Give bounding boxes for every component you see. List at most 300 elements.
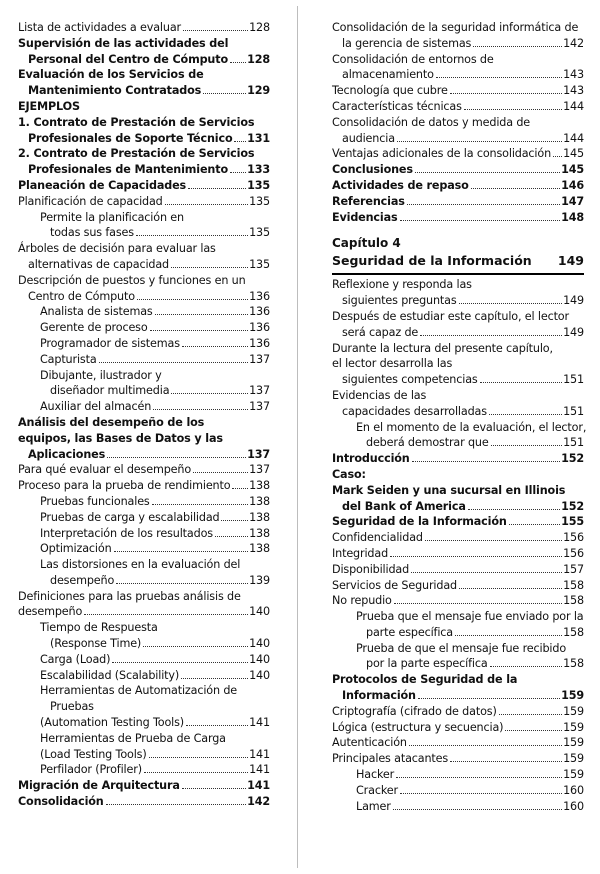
- leader-dots: [221, 520, 248, 521]
- toc-page-number: 141: [249, 716, 270, 730]
- leader-dots: [144, 772, 248, 773]
- toc-page-number: 160: [563, 799, 584, 813]
- leader-dots: [136, 235, 248, 236]
- toc-entry[interactable]: [18, 762, 270, 778]
- toc-entry-line: [18, 478, 270, 494]
- toc-page-number: 144: [563, 131, 584, 145]
- toc-entry-line: [332, 704, 584, 720]
- toc-entry-lead: Durante la lectura del presente capítulo,: [332, 341, 553, 355]
- toc-entry-title: Actividades de repaso: [332, 178, 469, 192]
- toc-entry-title: Mantenimiento Contratados: [28, 84, 202, 98]
- toc-heading: [18, 99, 270, 115]
- toc-entry-lead: Consolidación de entornos de: [332, 52, 494, 66]
- toc-entry[interactable]: [332, 767, 584, 783]
- toc-entry-title: Disponibilidad: [332, 562, 410, 576]
- toc-entry[interactable]: [332, 641, 584, 673]
- toc-entry-title: Profesionales de Soporte Técnico: [28, 131, 233, 145]
- toc-entry-line: [332, 451, 584, 467]
- toc-entry-line: [332, 514, 584, 530]
- toc-entry-line: [40, 762, 270, 778]
- toc-entry-line: [18, 194, 270, 210]
- toc-entry[interactable]: [18, 541, 270, 557]
- toc-entry-title: Ventajas adicionales de la consolidación: [332, 147, 552, 161]
- toc-entry[interactable]: [332, 194, 584, 210]
- toc-entry-line: [332, 751, 584, 767]
- toc-entry-lead: Consolidación de la seguridad informática de: [332, 21, 579, 34]
- toc-entry-line: [332, 404, 584, 420]
- toc-entry-title: deberá demostrar que: [366, 436, 489, 450]
- leader-dots: [505, 730, 562, 731]
- toc-page-number: 133: [247, 163, 270, 177]
- toc-page-number: 145: [561, 163, 584, 177]
- toc-entry-title: Optimización: [40, 542, 112, 556]
- toc-entry-line: [332, 578, 584, 594]
- toc-entry[interactable]: [332, 483, 584, 515]
- toc-entry-lead: 1. Contrato de Prestación de Servicios: [18, 115, 255, 129]
- toc-entry[interactable]: [18, 415, 270, 462]
- toc-entry-title: Auxiliar del almacén: [40, 400, 152, 414]
- leader-dots: [186, 725, 248, 726]
- toc-entry-title: desempeño: [18, 605, 83, 619]
- toc-entry[interactable]: [18, 399, 270, 415]
- toc-page-number: 138: [249, 542, 270, 556]
- toc-entry-title: Consolidación: [18, 795, 104, 809]
- toc-entry-line: [332, 178, 584, 194]
- toc-entry-title: parte específica: [366, 625, 453, 639]
- leader-dots: [106, 804, 246, 805]
- toc-entry-title: Criptografía (cifrado de datos): [332, 704, 497, 718]
- leader-dots: [390, 556, 562, 557]
- toc-entry[interactable]: [332, 162, 584, 178]
- toc-entry-title: (Automation Testing Tools): [40, 716, 184, 730]
- toc-entry[interactable]: [18, 146, 270, 178]
- toc-page-number: 149: [563, 325, 584, 339]
- column-divider: [297, 6, 298, 868]
- toc-entry-lead: Herramientas de Prueba de Carga: [40, 731, 226, 745]
- toc-entry-line: [18, 52, 270, 68]
- toc-entry-title: Profesionales de Mantenimiento: [28, 163, 228, 177]
- toc-page-number: 140: [249, 605, 270, 619]
- toc-entry-line: [18, 778, 270, 794]
- toc-page-number: 159: [561, 689, 584, 703]
- toc-entry-line: [40, 320, 270, 336]
- toc-entry-line: [332, 194, 584, 210]
- toc-entry-line: [40, 526, 270, 542]
- toc-page-number: 136: [249, 305, 270, 319]
- toc-page-number: 159: [563, 704, 584, 718]
- toc-entry-line: [40, 399, 270, 415]
- toc-entry-title: Confidencialidad: [332, 531, 423, 545]
- toc-entry-lead: Consolidación de datos y medida de: [332, 115, 531, 129]
- toc-entry-line: [356, 783, 584, 799]
- toc-entry[interactable]: [332, 672, 584, 704]
- toc-entry[interactable]: [332, 562, 584, 578]
- toc-entry-title: Principales atacantes: [332, 752, 449, 766]
- toc-page-number: 159: [563, 752, 584, 766]
- toc-page-number: 136: [249, 336, 270, 350]
- toc-entry-line: [18, 83, 270, 99]
- toc-entry[interactable]: [332, 451, 584, 467]
- toc-entry[interactable]: [332, 593, 584, 609]
- toc-entry[interactable]: [18, 194, 270, 210]
- leader-dots: [183, 30, 248, 31]
- leader-dots: [553, 156, 562, 157]
- leader-dots: [412, 461, 560, 462]
- toc-entry-line: [40, 304, 270, 320]
- toc-entry-line: [40, 383, 270, 399]
- toc-page-number: 145: [563, 147, 584, 161]
- leader-dots: [425, 540, 562, 541]
- leader-dots: [137, 299, 248, 300]
- toc-entry-line: [40, 715, 270, 731]
- toc-entry-line: [332, 372, 584, 388]
- toc-entry-line: [356, 767, 584, 783]
- toc-page-number: 131: [247, 131, 270, 145]
- toc-entry-line: [40, 636, 270, 652]
- toc-heading: [332, 467, 584, 483]
- toc-entry[interactable]: [18, 462, 270, 478]
- toc-page-number: 159: [563, 768, 584, 782]
- toc-page-number: 158: [563, 657, 584, 671]
- toc-entry[interactable]: [18, 731, 270, 763]
- toc-entry-lead: Descripción de puestos y funciones en un: [18, 273, 246, 287]
- toc-entry-line: [356, 625, 584, 641]
- toc-entry-title: (Response Time): [50, 637, 142, 651]
- toc-entry-line: [332, 593, 584, 609]
- toc-entry[interactable]: [332, 530, 584, 546]
- leader-dots: [459, 303, 563, 304]
- toc-page-number: 137: [247, 447, 270, 461]
- toc-entry[interactable]: [332, 735, 584, 751]
- toc-entry-lead: Después de estudiar este capítulo, el lector: [332, 309, 569, 323]
- leader-dots: [155, 314, 248, 315]
- toc-entry[interactable]: [332, 546, 584, 562]
- toc-entry-title: Planeación de Capacidades: [18, 178, 187, 192]
- toc-entry-lead: Dibujante, ilustrador y: [40, 368, 162, 382]
- toc-entry-line: [332, 688, 584, 704]
- toc-entry[interactable]: [18, 336, 270, 352]
- toc-entry-title: todas sus fases: [50, 226, 134, 240]
- toc-entry[interactable]: [18, 557, 270, 589]
- toc-entry-lead: Las distorsiones en la evaluación del: [40, 558, 241, 572]
- toc-entry-title: Personal del Centro de Cómputo: [28, 52, 228, 66]
- toc-entry[interactable]: [18, 368, 270, 400]
- toc-page-number: 141: [249, 747, 270, 761]
- toc-page-number: 137: [249, 400, 270, 414]
- toc-page-number: 136: [249, 289, 270, 303]
- toc-right-column: [332, 20, 587, 814]
- leader-dots: [394, 603, 562, 604]
- leader-dots: [182, 346, 248, 347]
- toc-entry-line: [332, 546, 584, 562]
- toc-page-number: 138: [249, 494, 270, 508]
- toc-page-number: 152: [561, 452, 584, 466]
- toc-page-number: 159: [563, 720, 584, 734]
- leader-dots: [232, 488, 248, 489]
- toc-entry[interactable]: [18, 478, 270, 494]
- toc-entry-title: Tecnología que cubre: [332, 84, 448, 98]
- toc-page-number: 135: [249, 226, 270, 240]
- toc-page-number: 156: [563, 546, 584, 560]
- toc-entry[interactable]: [332, 704, 584, 720]
- toc-page-number: 147: [561, 194, 584, 208]
- toc-entry-line: [40, 510, 270, 526]
- leader-dots: [397, 141, 562, 142]
- toc-page-number: 142: [247, 795, 270, 809]
- leader-dots: [436, 77, 562, 78]
- chapter-page: 149: [557, 253, 584, 269]
- toc-entry[interactable]: [332, 341, 584, 388]
- toc-page-number: 142: [563, 36, 584, 50]
- toc-entry-lead: Mark Seiden y una sucursal en Illinois: [332, 483, 566, 497]
- toc-entry-title: Conclusiones: [332, 163, 413, 177]
- leader-dots: [230, 62, 246, 63]
- leader-dots: [203, 93, 246, 94]
- toc-entry-title: Lista de actividades a evaluar: [18, 21, 181, 34]
- toc-entry-title: Evidencias: [332, 210, 398, 224]
- toc-page-number: 158: [563, 594, 584, 608]
- toc-entry[interactable]: [18, 241, 270, 273]
- leader-dots: [396, 777, 562, 778]
- toc-page-number: 159: [563, 736, 584, 750]
- leader-dots: [509, 524, 560, 525]
- toc-entry[interactable]: [332, 146, 584, 162]
- toc-entry-title: Seguridad de la Información: [332, 515, 507, 529]
- toc-entry[interactable]: [332, 83, 584, 99]
- toc-entry-lead: Reflexione y responda las: [332, 278, 472, 292]
- toc-entry-line: [332, 530, 584, 546]
- toc-entry[interactable]: [18, 494, 270, 510]
- leader-dots: [107, 457, 246, 458]
- toc-entry[interactable]: [332, 420, 587, 452]
- toc-entry-title: No repudio: [332, 594, 392, 608]
- toc-page-number: 158: [563, 578, 584, 592]
- toc-entry[interactable]: [332, 751, 584, 767]
- toc-entry-title: Autenticación: [332, 736, 407, 750]
- toc-entry-line: [332, 67, 584, 83]
- toc-entry-line: [332, 735, 584, 751]
- toc-entry-line: [332, 210, 584, 226]
- toc-entry-title: Servicios de Seguridad: [332, 578, 457, 592]
- toc-entry-title: Interpretación de los resultados: [40, 526, 213, 540]
- toc-entry[interactable]: [332, 720, 584, 736]
- toc-entry-title: Lamer: [356, 799, 391, 813]
- toc-entry-line: [332, 293, 584, 309]
- leader-dots: [215, 536, 248, 537]
- leader-dots: [459, 588, 562, 589]
- toc-entry-line: [18, 794, 270, 810]
- toc-entry-title: diseñador multimedia: [50, 384, 170, 398]
- toc-page-number: 138: [249, 479, 270, 493]
- toc-page-number: 156: [563, 531, 584, 545]
- toc-entry-lead: Evaluación de los Servicios de: [18, 68, 204, 82]
- leader-dots: [234, 141, 246, 142]
- toc-entry-title: Escalabilidad (Scalability): [40, 668, 180, 682]
- toc-entry-title: Para qué evaluar el desempeño: [18, 463, 192, 477]
- toc-entry[interactable]: [18, 668, 270, 684]
- toc-entry-lead: Pruebas: [50, 700, 94, 714]
- toc-entry[interactable]: [18, 320, 270, 336]
- toc-entry-title: Planificación de capacidad: [18, 194, 163, 208]
- toc-entry-line: [332, 325, 584, 341]
- toc-page-number: 135: [249, 194, 270, 208]
- toc-entry-title: Migración de Arquitectura: [18, 779, 180, 793]
- toc-entry-title: audiencia: [342, 131, 395, 145]
- toc-page-number: 135: [247, 178, 270, 192]
- leader-dots: [418, 698, 560, 699]
- toc-entry[interactable]: [18, 683, 270, 730]
- toc-entry-lead: Permite la planificación en: [40, 210, 184, 224]
- toc-page-number: 151: [563, 404, 584, 418]
- toc-entry-title: (Load Testing Tools): [40, 747, 147, 761]
- toc-entry[interactable]: [332, 210, 584, 226]
- toc-entry-title: Centro de Cómputo: [28, 289, 135, 303]
- toc-page-number: 138: [249, 526, 270, 540]
- toc-page-number: 160: [563, 783, 584, 797]
- toc-entry-lead: Protocolos de Seguridad de la: [332, 673, 518, 687]
- toc-entry[interactable]: [332, 388, 584, 420]
- toc-page-number: 137: [249, 352, 270, 366]
- toc-entry[interactable]: [18, 794, 270, 810]
- leader-dots: [400, 793, 562, 794]
- toc-entry-line: [332, 720, 584, 736]
- leader-dots: [112, 662, 248, 663]
- toc-entry-title: Carga (Load): [40, 652, 111, 666]
- leader-dots: [409, 745, 562, 746]
- toc-entry[interactable]: [332, 115, 584, 147]
- toc-entry[interactable]: [18, 115, 270, 147]
- toc-entry-lead: Supervisión de las actividades del: [18, 36, 229, 50]
- leader-dots: [150, 330, 249, 331]
- toc-entry[interactable]: [332, 578, 584, 594]
- toc-entry-line: [40, 541, 270, 557]
- toc-page-number: 141: [249, 763, 270, 777]
- toc-entry[interactable]: [332, 277, 584, 309]
- toc-entry[interactable]: [18, 526, 270, 542]
- toc-entry[interactable]: [18, 273, 270, 305]
- toc-entry-title: Aplicaciones: [28, 447, 106, 461]
- toc-entry-line: [356, 435, 584, 451]
- toc-entry-lead: equipos, las Bases de Datos y las: [18, 431, 223, 445]
- toc-entry[interactable]: [18, 210, 270, 242]
- toc-page-number: 140: [249, 668, 270, 682]
- toc-entry-line: [40, 747, 270, 763]
- toc-page-number: 137: [249, 463, 270, 477]
- toc-entry-title: Analista de sistemas: [40, 305, 153, 319]
- leader-dots: [471, 188, 560, 189]
- toc-entry[interactable]: [18, 304, 270, 320]
- toc-entry-lead: Definiciones para las pruebas análisis de: [18, 589, 241, 603]
- toc-entry-title: siguientes preguntas: [342, 294, 457, 308]
- toc-entry[interactable]: [332, 309, 584, 341]
- toc-entry[interactable]: [332, 52, 584, 84]
- toc-entry-line: [40, 668, 270, 684]
- leader-dots: [182, 788, 246, 789]
- leader-dots: [99, 362, 249, 363]
- toc-entry[interactable]: [332, 609, 584, 641]
- toc-heading-text: EJEMPLOS: [18, 99, 80, 113]
- leader-dots: [143, 646, 248, 647]
- toc-page-number: 143: [563, 84, 584, 98]
- toc-entry[interactable]: [332, 20, 584, 52]
- toc-entry-line: [18, 289, 270, 305]
- leader-dots: [490, 666, 563, 667]
- toc-entry-line: [40, 225, 270, 241]
- leader-dots: [149, 757, 249, 758]
- toc-entry-title: del Bank of America: [342, 499, 466, 513]
- toc-entry[interactable]: [18, 178, 270, 194]
- toc-page-number: 157: [563, 562, 584, 576]
- toc-entry[interactable]: [18, 620, 270, 652]
- toc-entry[interactable]: [332, 178, 584, 194]
- leader-dots: [114, 551, 249, 552]
- toc-page-number: 135: [249, 257, 270, 271]
- toc-entry[interactable]: [18, 36, 270, 68]
- toc-entry-title: Cracker: [356, 783, 398, 797]
- leader-dots: [468, 509, 560, 510]
- toc-entry[interactable]: [18, 510, 270, 526]
- toc-entry[interactable]: [332, 783, 584, 799]
- toc-entry-lead: Árboles de decisión para evaluar las: [18, 242, 216, 256]
- toc-page-number: 152: [561, 499, 584, 513]
- toc-entry[interactable]: [332, 99, 584, 115]
- toc-entry[interactable]: [18, 778, 270, 794]
- toc-entry-title: Integridad: [332, 546, 389, 560]
- leader-dots: [464, 109, 562, 110]
- toc-entry-line: [332, 562, 584, 578]
- toc-page-number: 129: [247, 84, 270, 98]
- toc-entry[interactable]: [18, 352, 270, 368]
- toc-entry-line: [356, 799, 584, 815]
- toc-entry-title: Capturista: [40, 352, 97, 366]
- toc-entry-line: [356, 656, 584, 672]
- toc-page-number: 141: [247, 779, 270, 793]
- toc-entry-line: [18, 20, 270, 36]
- toc-entry-line: [332, 99, 584, 115]
- toc-entry-line: [332, 162, 584, 178]
- toc-entry-line: [40, 352, 270, 368]
- toc-entry-title: Introducción: [332, 452, 410, 466]
- toc-entry-title: Proceso para la prueba de rendimiento: [18, 479, 231, 493]
- toc-page-number: 139: [249, 573, 270, 587]
- toc-entry[interactable]: [18, 20, 270, 36]
- toc-page-number: 143: [563, 68, 584, 82]
- toc-entry-lead: Prueba que el mensaje fue enviado por la: [356, 610, 584, 624]
- toc-entry-line: [40, 336, 270, 352]
- toc-entry-line: [332, 131, 584, 147]
- toc-entry[interactable]: [18, 67, 270, 99]
- toc-entry[interactable]: [18, 589, 270, 621]
- toc-entry-title: será capaz de: [342, 325, 419, 339]
- leader-dots: [193, 472, 248, 473]
- leader-dots: [181, 678, 248, 679]
- leader-dots: [84, 614, 248, 615]
- leader-dots: [411, 572, 562, 573]
- toc-entry[interactable]: [18, 652, 270, 668]
- toc-entry-title: Pruebas de carga y escalabilidad: [40, 510, 220, 524]
- leader-dots: [407, 204, 560, 205]
- toc-page-number: 149: [563, 294, 584, 308]
- toc-entry-title: Hacker: [356, 768, 395, 782]
- toc-entry[interactable]: [332, 799, 584, 815]
- toc-entry[interactable]: [332, 514, 584, 530]
- leader-dots: [415, 172, 560, 173]
- leader-dots: [455, 635, 562, 636]
- chapter-title-row[interactable]: [332, 252, 584, 275]
- toc-entry-title: siguientes competencias: [342, 373, 478, 387]
- toc-entry-title: Gerente de proceso: [40, 321, 148, 335]
- leader-dots: [499, 714, 562, 715]
